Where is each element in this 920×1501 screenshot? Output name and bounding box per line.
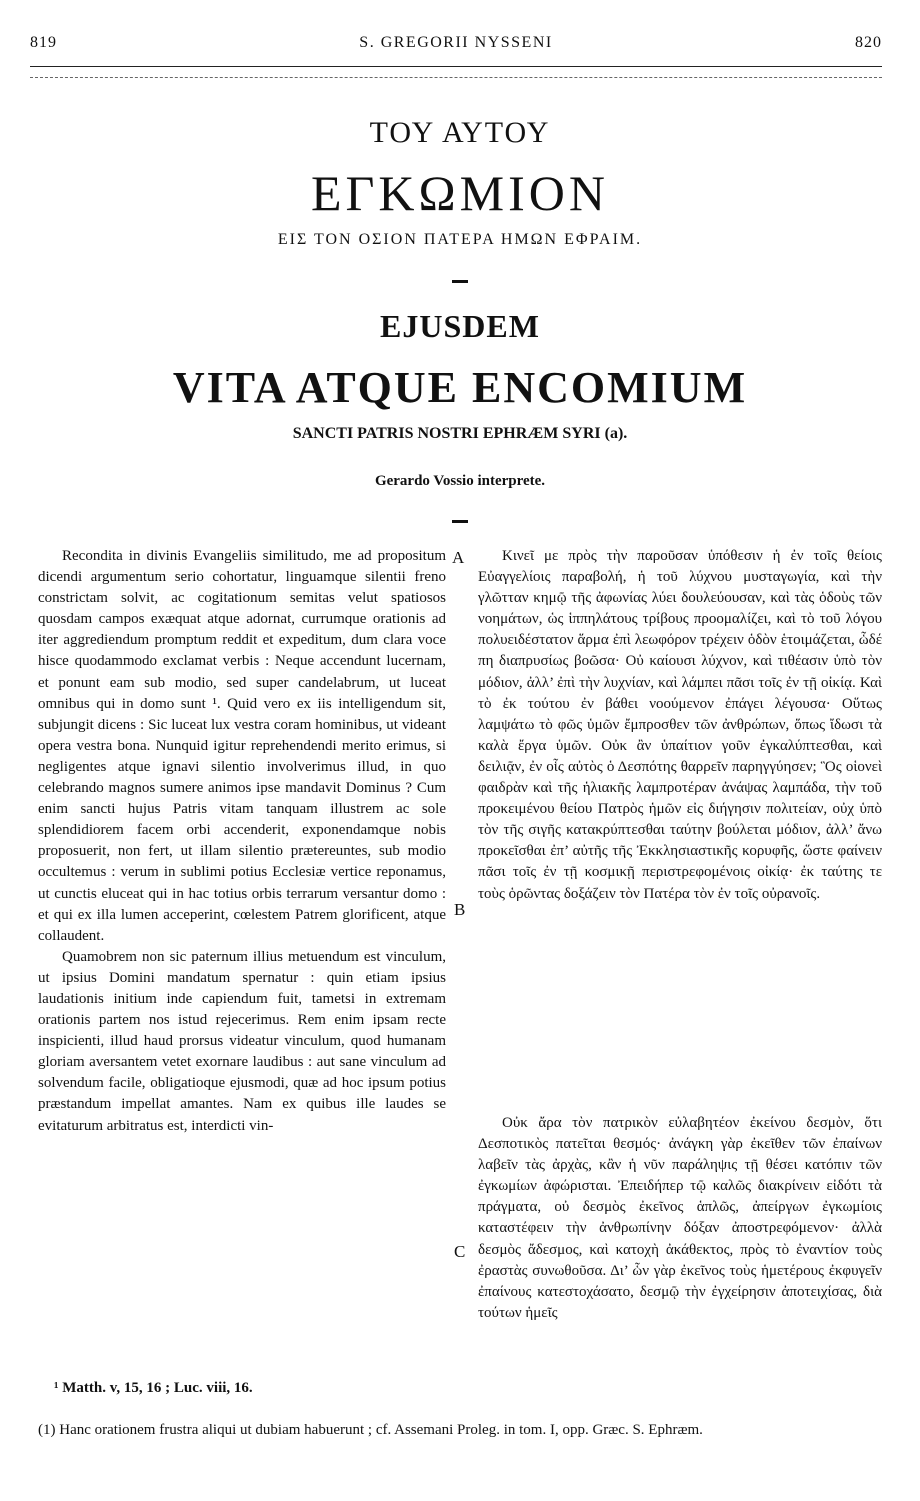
running-header [30, 34, 882, 58]
translator-credit: Gerardo Vossio interprete. [374, 473, 546, 489]
greek-title-subtitle: ΕΙΣ ΤΟΝ ΟΣΙΟΝ ΠΑΤΕΡΑ ΗΜΩΝ ΕΦΡΑΙΜ. [277, 231, 643, 248]
latin-title-subtitle: SANCTI PATRIS NOSTRI EPHRÆM SYRI (a). [292, 425, 628, 442]
greek-column-bottom [478, 1113, 882, 1324]
editorial-footnote: (1) Hanc orationem frustra aliqui ut dubiam habuerunt ; cf. Assemani Proleg. in tom. I, opp. Græc. S. Ephræm. [38, 1422, 703, 1438]
header-rule-dashed [30, 77, 882, 78]
margin-marker-a: A [452, 548, 465, 567]
section-divider [452, 520, 468, 523]
margin-marker-b: B [454, 900, 466, 919]
title-divider [452, 280, 468, 283]
scripture-footnote: ¹ Matth. v, 15, 16 ; Luc. viii, 16. [54, 1380, 253, 1396]
greek-paragraph-2: Οὐκ ἄρα τὸν πατρικὸν εὐλαβητέον ἐκείνου δεσμὸν, ὅτι Δεσποτικὸς πατεῖται θεσμός· ἀνάγκη γὰρ ἐκεῖθεν τῶν ἐπαίνων λαβεῖν τὰς ἀρχὰς, κἂν ἡ νῦν παράληψις τῇ θέσει κατόπιν τῶν ἐγκωμίων ἀφώρισται. Ἐπειδήπερ τῷ καλῶς διακρίνειν εἰδότι τὰ πράγματα, οὐ δεσμὸς ἐκεῖνος ἁπλῶς, ἀπείργων ἐγκωμίοις καταστέφειν τὴν ἀνθρωπίνην δόξαν ἀποστρεφόμενον· ἀλλὰ δεσμὸς ἄδεσμος, καὶ κατοχὴ ἀκάθεκτος, πρὸς τὸ ἐναντίον τοὺς ἐραστὰς συνωθοῦσα. Δι’ ὧν γὰρ ἐκεῖνος τοὺς ἡμετέρους ἐκφυγεῖν ἐπαίνους κατεστοχάσατο, δεσμῷ τὴν ἐγχείρησιν ἀποτειχίσας, διὰ τούτων ἡμεῖς [478, 1115, 882, 1321]
latin-paragraph-1: Recondita in divinis Evangeliis similitudo, me ad propositum dicendi argumentum serio cohortatur, linguamque silentii freno constrictam solvit, ac cogitationum semitas velut spatiosos quosdam campos exæquat atque adornat, currumque orationis ad iter aggrediendum promptum reddit et expeditum, dum clara voce hisce quodammodo exclamat verbis : Neque accendunt lucernam, et ponunt eam sub modio, sed super candelabrum, ut luceat omnibus qui in domo sunt ¹. Quid vero ex iis intelligendum sit, subjungit dicens : Sic luceat lux vestra coram hominibus, ut videant opera vestra bona. Nunquid igitur reprehendendi merito erimus, si negligentes atque ignavi silentio involverimus illud, in quo celebrando magnos sumere animos ipse mandavit Dominus ? Cum enim sancti hujus Patris vitam tanquam illustrem ac sole splendidiorem facem orbi accenderit, exponendamque nobis proposuerit, non fert, ut illam silentio prætereuntes, sub modio occultemus : verum in sublimi potius Ecclesiæ vertice reponamus, ut cunctis eluceat qui in hac totius orbis terrarum versantur domo : et qui ex illa lumen acceperint, cœlestem Patrem glorificent, atque collaudent. [38, 548, 446, 944]
greek-title-main: ΕΓΚΩΜΙΟΝ [310, 165, 610, 221]
latin-paragraph-2: Quamobrem non sic paternum illius metuendum est vinculum, ut ipsius Domini mandatum spernatur : quin etiam ipsius laudationis initium inde capiendum fuit, tametsi in extremam orationis partem nos istud rejecerimus. Rem enim ipsam recte inspicienti, illud haud prorsus videatur vinculum, quod humanam gloriam aversantem vetet exornare laudibus : aut sane vinculum ad solvendum facile, obligatioque ejusmodi, quæ ad hoc ipsum potius præstandum impellat amantes. Nam ex quibus ille laudes se evitaturum arbitratus est, interdicti vin- [38, 948, 446, 1134]
greek-paragraph-1: Κινεῖ με πρὸς τὴν παροῦσαν ὑπόθεσιν ἡ ἐν τοῖς θείοις Εὐαγγελίοις παραβολή, ἡ τοῦ λύχνου μυσταγωγία, καὶ τὴν γλῶτταν κημῷ τῆς ἀφωνίας λύει δουλεύουσαν, καὶ τὰς ὁδοὺς τῶν νοημάτων, ὡς ἱππηλάτους τρίβους προομαλίζει, καὶ τὸ τοῦ λόγου πολυειδέστατον ἅρμα ἐπὶ λεωφόρον τρέχειν ὁδὸν ἑτοιμάζεται, ὧδέ πη διαπρυσίως βοῶσα· Οὐ καίουσι λύχνον, καὶ τιθέασιν ὑπὸ τὸν μόδιον, ἀλλ’ ἐπὶ τὴν λυχνίαν, καὶ λάμπει πᾶσι τοῖς ἐν τῇ οἰκίᾳ. Καὶ τὸ ἐκ τούτου ἐν βάθει νοούμενον ἐπάγει λέγουσα· Οὕτως λαμψάτω τὸ φῶς ὑμῶν ἔμπροσθεν τῶν ἀνθρώπων, ὅπως ἴδωσι τὰ καλὰ ἔργα ὑμῶν. Οὐκ ἂν ὑπαίτιον γοῦν ἐγκαλύπτεσθαι, καὶ δειλιᾷν, ἐν οἷς αὐτὸς ὁ Δεσπότης θαρρεῖν παρηγγύησεν; Ὃς οἱονεὶ φαιδρὰν καὶ τῆς ἡλιακῆς λαμπροτέραν ἀνάψας λαμπάδα, τὴν τοῦ προκειμένου θείου Πατρὸς ἡμῶν εἰς διήγησιν πολιτείαν, οὐχ ὑπὸ τὸν τῆς σιγῆς κατακρύπτεσθαι ταύτην βούλεται μόδιον, ἀλλ’ ἄνω προκεῖσθαι ἐπ’ αὐτῆς τῆς Ἐκκλησιαστικῆς κορυφῆς, ὥστε φαίνειν πᾶσι τοῖς ἐν τῇ κοσμικῇ περιστρεφομένοις οἰκίᾳ· ἐκ ταύτης τε τοὺς ὁρῶντας δοξάζειν τὸν Πατέρα τὸν ἐν τοῖς οὐρανοῖς. [478, 548, 882, 902]
latin-column [38, 546, 446, 1137]
greek-title-line1: ΤΟΥ ΑΥΤΟΥ [369, 116, 551, 149]
margin-marker-c: C [454, 1242, 466, 1261]
page-number-right: 820 [855, 34, 882, 51]
page-number-left: 819 [30, 34, 57, 51]
latin-title-line1: EJUSDEM [380, 308, 540, 344]
greek-column-top [478, 546, 882, 905]
latin-title-main: VITA ATQUE ENCOMIUM [172, 363, 748, 412]
running-title: S. GREGORII NYSSENI [359, 34, 553, 51]
header-rule [30, 66, 882, 67]
